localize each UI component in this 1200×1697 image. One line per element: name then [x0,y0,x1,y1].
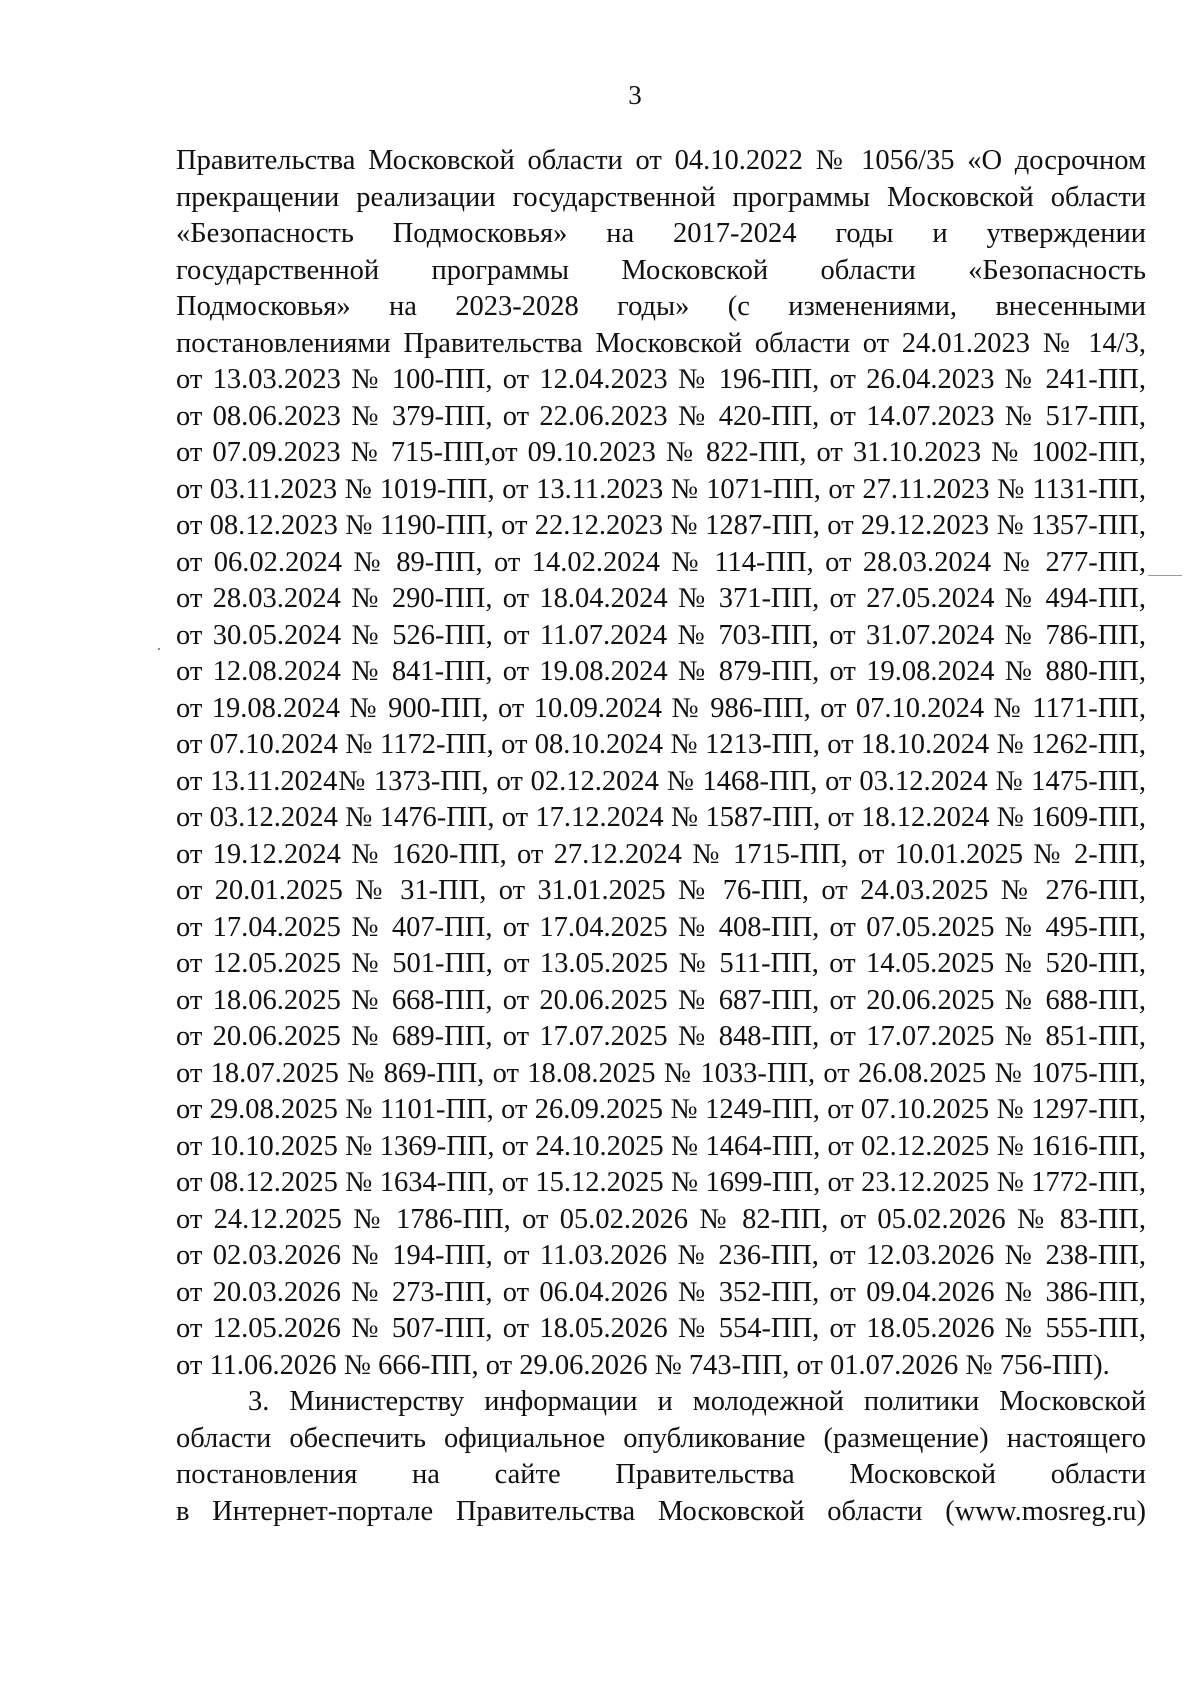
text-line: от 13.03.2023 № 100-ПП, от 12.04.2023 № 196-ПП, от 26.04.2023 № 241-ПП, [176,364,1146,395]
scan-artifact-dot [158,648,160,650]
text-line: от 06.02.2024 № 89-ПП, от 14.02.2024 № 114-ПП, от 28.03.2024 № 277-ПП, [176,546,1146,578]
text-line: «Безопасность Подмосковья» на 2017-2024 годы и утверждении [176,218,1146,249]
text-line: от 19.12.2024 № 1620-ПП, от 27.12.2024 № 1715-ПП, от 10.01.2025 № 2-ПП, [176,838,1146,870]
text-line: от 18.06.2025 № 668-ПП, от 20.06.2025 № 687-ПП, от 20.06.2025 № 688-ПП, [176,984,1146,1016]
scan-artifact-line [1148,575,1182,576]
text-line: в Интернет-портале Правительства Московской области (www.mosreg.ru) [176,1495,1146,1527]
text-line: от 12.05.2026 № 507-ПП, от 18.05.2026 № 554-ПП, от 18.05.2026 № 555-ПП, [176,1313,1146,1344]
text-line: от 24.12.2025 № 1786-ПП, от 05.02.2026 № 82-ПП, от 05.02.2026 № 83-ПП, [176,1203,1146,1235]
text-line-paragraph-start: 3. Министерству информации и молодежной политики Московской [248,1386,1146,1417]
text-line: Подмосковья» на 2023-2028 годы» (с изменениями, внесенными [176,291,1146,322]
text-line: постановлениями Правительства Московской области от 24.01.2023 № 14/3, [176,327,1146,359]
text-line: от 12.05.2025 № 501-ПП, от 13.05.2025 № 511-ПП, от 14.05.2025 № 520-ПП, [176,948,1146,979]
page-number: 3 [628,80,642,110]
text-line: от 08.12.2025 № 1634-ПП, от 15.12.2025 № 1699-ПП, от 23.12.2025 № 1772-ПП, [176,1167,1146,1198]
text-line: государственной программы Московской области «Безопасность [176,254,1146,286]
text-line: постановления на сайте Правительства Московской области [176,1459,1146,1490]
text-line: от 20.01.2025 № 31-ПП, от 31.01.2025 № 76-ПП, от 24.03.2025 № 276-ПП, [176,875,1146,906]
text-line: от 28.03.2024 № 290-ПП, от 18.04.2024 № 371-ПП, от 27.05.2024 № 494-ПП, [176,583,1146,614]
text-line: от 02.03.2026 № 194-ПП, от 11.03.2026 № 236-ПП, от 12.03.2026 № 238-ПП, [176,1240,1146,1271]
text-line: Правительства Московской области от 04.10.2022 № 1056/35 «О досрочном [176,145,1146,176]
text-line: от 30.05.2024 № 526-ПП, от 11.07.2024 № 703-ПП, от 31.07.2024 № 786-ПП, [176,619,1146,651]
text-line: от 13.11.2024№ 1373-ПП, от 02.12.2024 № 1468-ПП, от 03.12.2024 № 1475-ПП, [176,765,1146,797]
text-line: прекращении реализации государственной программы Московской области [176,181,1146,213]
text-line-paragraph-end: от 11.06.2026 № 666-ПП, от 29.06.2026 № 743-ПП, от 01.07.2026 № 756-ПП). [176,1349,1110,1381]
text-line: от 29.08.2025 № 1101-ПП, от 26.09.2025 № 1249-ПП, от 07.10.2025 № 1297-ПП, [176,1094,1146,1125]
text-line: от 08.06.2023 № 379-ПП, от 22.06.2023 № 420-ПП, от 14.07.2023 № 517-ПП, [176,400,1146,432]
text-line: от 03.11.2023 № 1019-ПП, от 13.11.2023 № 1071-ПП, от 27.11.2023 № 1131-ПП, [176,473,1146,505]
text-line: области обеспечить официальное опубликование (размещение) настоящего [176,1422,1146,1454]
text-line: от 12.08.2024 № 841-ПП, от 19.08.2024 № 879-ПП, от 19.08.2024 № 880-ПП, [176,656,1146,687]
text-line: от 10.10.2025 № 1369-ПП, от 24.10.2025 № 1464-ПП, от 02.12.2025 № 1616-ПП, [176,1130,1146,1162]
text-line: от 20.03.2026 № 273-ПП, от 06.04.2026 № 352-ПП, от 09.04.2026 № 386-ПП, [176,1276,1146,1308]
text-line: от 07.10.2024 № 1172-ПП, от 08.10.2024 № 1213-ПП, от 18.10.2024 № 1262-ПП, [176,729,1146,760]
text-line: от 07.09.2023 № 715-ПП,от 09.10.2023 № 822-ПП, от 31.10.2023 № 1002-ПП, [176,437,1146,468]
text-line: от 20.06.2025 № 689-ПП, от 17.07.2025 № 848-ПП, от 17.07.2025 № 851-ПП, [176,1021,1146,1052]
text-line: от 18.07.2025 № 869-ПП, от 18.08.2025 № 1033-ПП, от 26.08.2025 № 1075-ПП, [176,1057,1146,1089]
text-line: от 03.12.2024 № 1476-ПП, от 17.12.2024 № 1587-ПП, от 18.12.2024 № 1609-ПП, [176,802,1146,833]
text-line: от 08.12.2023 № 1190-ПП, от 22.12.2023 № 1287-ПП, от 29.12.2023 № 1357-ПП, [176,510,1146,541]
text-line: от 19.08.2024 № 900-ПП, от 10.09.2024 № 986-ПП, от 07.10.2024 № 1171-ПП, [176,692,1146,724]
document-body [176,143,1146,1530]
text-line: от 17.04.2025 № 407-ПП, от 17.04.2025 № 408-ПП, от 07.05.2025 № 495-ПП, [176,911,1146,943]
